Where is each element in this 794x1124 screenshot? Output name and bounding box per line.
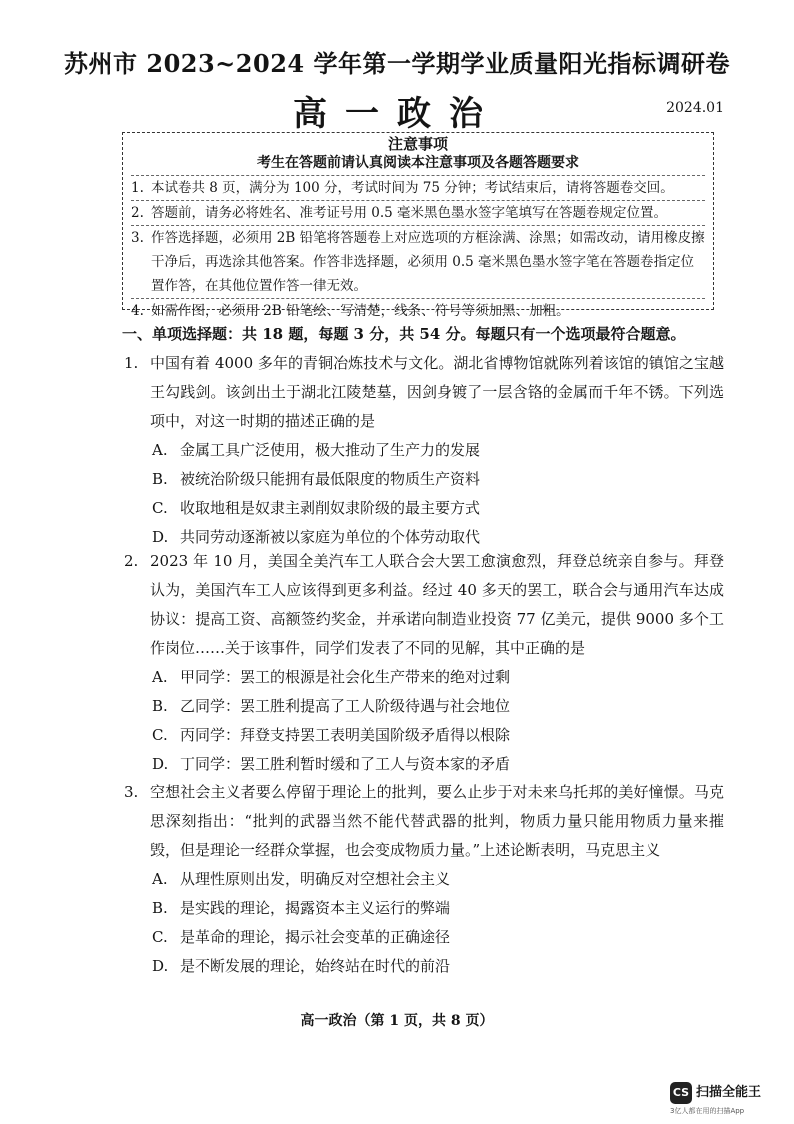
question-number: 1. xyxy=(124,354,139,372)
option-letter: B. xyxy=(152,470,168,488)
exam-title: 苏州市 2023~2024 学年第一学期学业质量阳光指标调研卷 xyxy=(64,49,730,78)
option-letter: D. xyxy=(152,528,169,546)
notice-item-text: 作答选择题，必须用 2B 铅笔将答题卷上对应选项的方框涂满、涂黑；如需改动，请用橡皮擦干净后，再选涂其他答案。作答非选择题，必须用 0.5 毫米黑色墨水签字笔在答题卷指定位置作答，在其他位置作答一律无效。 xyxy=(151,230,705,294)
option-c xyxy=(152,923,724,952)
camscanner-logo-icon: CS xyxy=(670,1082,692,1104)
option-letter: A. xyxy=(152,441,168,459)
scanner-tagline: 3亿人都在用的扫描App xyxy=(670,1107,745,1115)
notice-item xyxy=(131,225,705,298)
notice-box xyxy=(122,132,714,319)
option-b xyxy=(152,894,724,923)
question-1 xyxy=(124,349,724,552)
question-stem xyxy=(124,547,724,663)
option-letter: D. xyxy=(152,755,169,773)
page-footer: 高一政治（第 1 页，共 8 页） xyxy=(300,1013,494,1029)
notice-item-text: 本试卷共 8 页，满分为 100 分，考试时间为 75 分钟；考试结束后，请将答题卷交回。 xyxy=(151,180,674,196)
option-letter: D. xyxy=(152,957,169,975)
question-number: 3. xyxy=(124,783,139,801)
notice-item-number: 4. xyxy=(131,303,144,319)
option-c xyxy=(152,494,724,523)
notice-item-text: 如需作图，必须用 2B 铅笔绘、写清楚，线条、符号等须加黑、加粗。 xyxy=(151,303,570,319)
notice-item-number: 3. xyxy=(131,230,144,246)
option-letter: C. xyxy=(152,726,168,744)
subject-title: 高一政治 xyxy=(293,94,501,134)
option-text: 被统治阶级只能拥有最低限度的物质生产资料 xyxy=(180,470,481,488)
section-heading: 一、单项选择题：共 18 题，每题 3 分，共 54 分。每题只有一个选项最符合题意。 xyxy=(122,325,686,343)
option-text: 共同劳动逐渐被以家庭为单位的个体劳动取代 xyxy=(180,528,481,546)
notice-item xyxy=(131,298,705,323)
notice-subheading: 考生在答题前请认真阅读本注意事项及各题答题要求 xyxy=(257,155,579,171)
option-text: 丙同学：拜登支持罢工表明美国阶级矛盾得以根除 xyxy=(180,726,511,744)
exam-date: 2024.01 xyxy=(666,100,724,116)
option-a xyxy=(152,865,724,894)
option-letter: C. xyxy=(152,928,168,946)
option-letter: C. xyxy=(152,499,168,517)
option-text: 是革命的理论，揭示社会变革的正确途径 xyxy=(180,928,451,946)
option-text: 乙同学：罢工胜利提高了工人阶级待遇与社会地位 xyxy=(180,697,511,715)
question-number: 2. xyxy=(124,552,139,570)
option-b xyxy=(152,465,724,494)
option-a xyxy=(152,663,724,692)
question-3 xyxy=(124,778,724,981)
option-text: 是不断发展的理论，始终站在时代的前沿 xyxy=(180,957,451,975)
option-letter: B. xyxy=(152,697,168,715)
option-text: 金属工具广泛使用，极大推动了生产力的发展 xyxy=(180,441,481,459)
notice-item-number: 2. xyxy=(131,205,144,221)
notice-item-text: 答题前，请务必将姓名、准考证号用 0.5 毫米黑色墨水签字笔填写在答题卷规定位置。 xyxy=(151,205,668,221)
notice-heading: 注意事项 xyxy=(387,135,448,153)
option-text: 丁同学：罢工胜利暂时缓和了工人与资本家的矛盾 xyxy=(180,755,511,773)
notice-item xyxy=(131,175,705,200)
option-b xyxy=(152,692,724,721)
option-letter: A. xyxy=(152,668,168,686)
option-c xyxy=(152,721,724,750)
question-stem xyxy=(124,778,724,865)
scanner-name: 扫描全能王 xyxy=(696,1085,762,1100)
question-2 xyxy=(124,547,724,779)
notice-item-number: 1. xyxy=(131,180,144,196)
scanner-watermark xyxy=(670,1080,780,1120)
option-d xyxy=(152,750,724,779)
question-text: 2023 年 10 月，美国全美汽车工人联合会大罢工愈演愈烈，拜登总统亲自参与。拜登认为，美国汽车工人应该得到更多利益。经过 40 多天的罢工，联合会与通用汽车达成协议：提高工资、高额签约奖金，并承诺向制造业投资 77 亿美元，提供 9000 多个工作岗位……关于该事件，同学们发表了不同的见解，其中正确的是 xyxy=(150,552,724,657)
question-stem xyxy=(124,349,724,436)
option-a xyxy=(152,436,724,465)
option-d xyxy=(152,952,724,981)
question-text: 空想社会主义者要么停留于理论上的批判，要么止步于对未来乌托邦的美好憧憬。马克思深刻指出：“批判的武器当然不能代替武器的批判，物质力量只能用物质力量来摧毁，但是理论一经群众掌握，也会变成物质力量。”上述论断表明，马克思主义 xyxy=(150,783,724,859)
option-text: 是实践的理论，揭露资本主义运行的弊端 xyxy=(180,899,451,917)
option-letter: A. xyxy=(152,870,168,888)
option-text: 收取地租是奴隶主剥削奴隶阶级的最主要方式 xyxy=(180,499,481,517)
question-text: 中国有着 4000 多年的青铜冶炼技术与文化。湖北省博物馆就陈列着该馆的镇馆之宝越王勾践剑。该剑出土于湖北江陵楚墓，因剑身镀了一层含铬的金属而千年不锈。下列选项中，对这一时期的描述正确的是 xyxy=(150,354,724,430)
option-text: 甲同学：罢工的根源是社会化生产带来的绝对过剩 xyxy=(180,668,511,686)
notice-item xyxy=(131,200,705,225)
option-letter: B. xyxy=(152,899,168,917)
option-text: 从理性原则出发，明确反对空想社会主义 xyxy=(180,870,451,888)
